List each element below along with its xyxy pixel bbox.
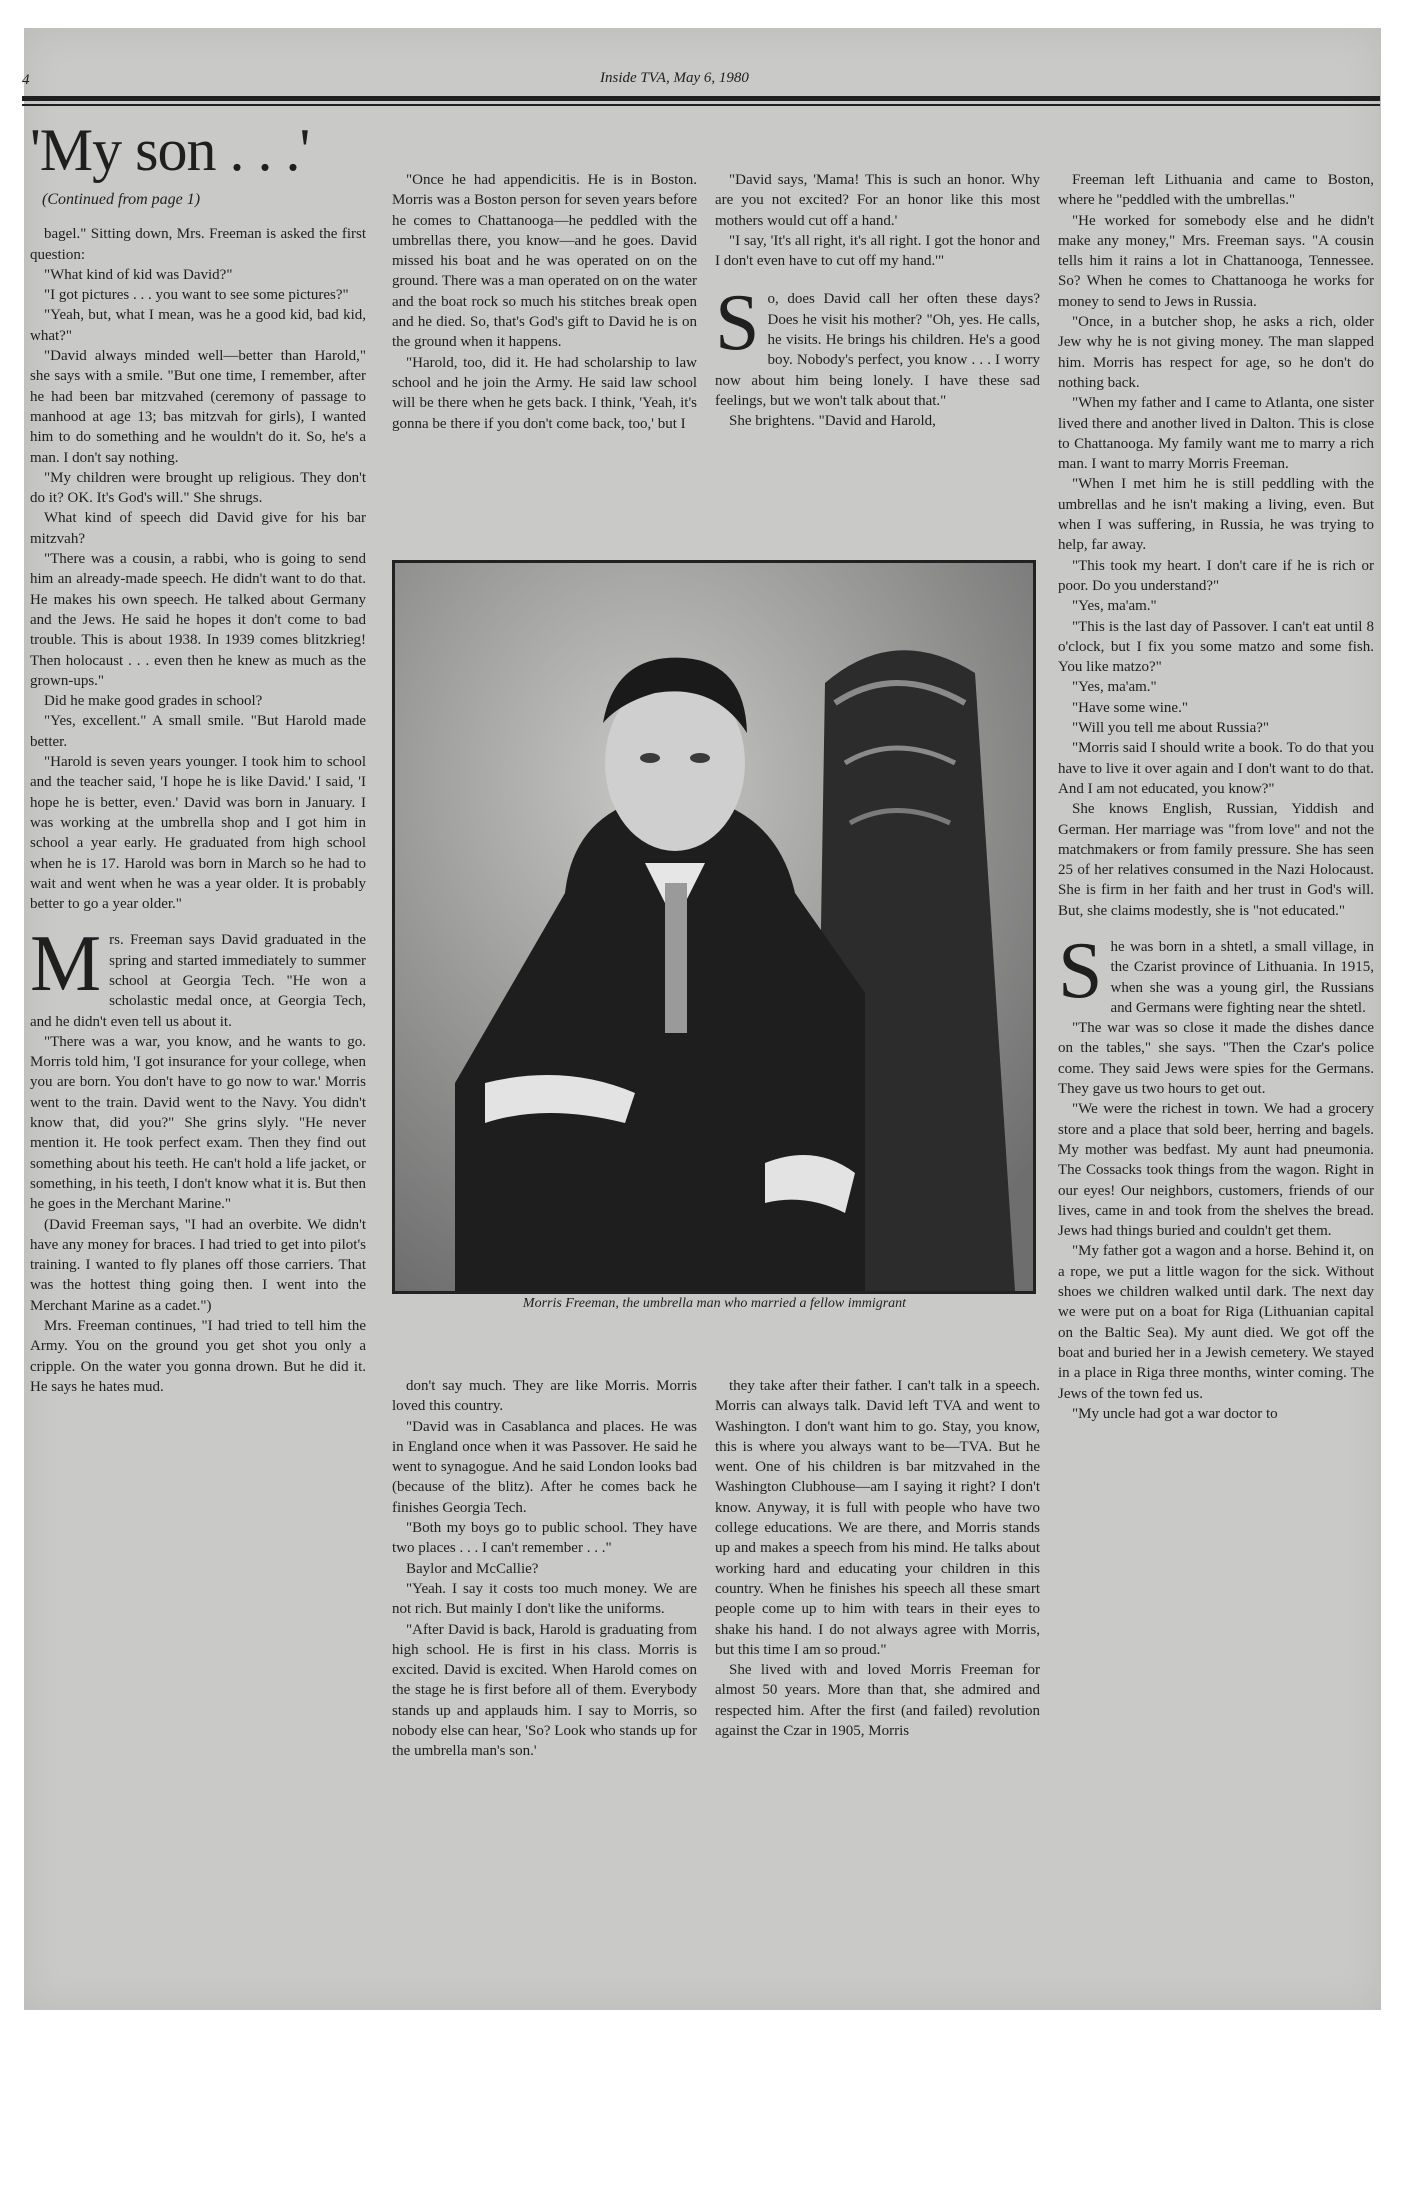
column-2-top [392, 170, 697, 434]
paragraph: (David Freeman says, "I had an overbite. We didn't have any money for braces. I had tried to get into pilot's training. I wanted to fly planes off those carriers. That was the hottest thing going then. I went into the Merchant Marine as a cadet.") [30, 1216, 366, 1314]
column-1-text [30, 224, 366, 914]
paragraph: "Once, in a butcher shop, he asks a rich, older Jew why he is not giving money. The man slapped him. Morris has respect for age, so he don't do nothing back. [1058, 314, 1374, 391]
paragraph: "There was a war, you know, and he wants to go. Morris told him, 'I got insurance for your college, when you are born. You don't have to go now to war.' Morris went to the train. David went to the Navy. You didn't know that, did you?" She grins slyly. "He never mention it. He took perfect exam. Then they find out something about his teeth. He can't hold a life jacket, or something, in his teeth, I don't know what it is. But then he goes in the Merchant Marine." [30, 1033, 367, 1213]
paragraph: Mrs. Freeman continues, "I had tried to tell him the Army. You on the ground you get shot you only a cripple. On the water you gonna drown. But he did it. He says he hates mud. [30, 1318, 366, 1395]
photo-caption: Morris Freeman, the umbrella man who married a fellow immigrant [522, 1296, 907, 1311]
column-4 [1058, 170, 1374, 1424]
paragraph: "Harold is seven years younger. I took him to school and the teacher said, 'I hope he is like David.' I said, 'I hope he is better, even.' David was born in January. I was working at the umbrella shop and I got him in school a year early. He graduated from high school when he is 17. Harold was born in March so he had to wait and went when he was a year older. It is probably better to go a year older." [30, 754, 366, 913]
paragraph: "We were the richest in town. We had a grocery store and a place that sold beer, herring and bagels. My mother was bedfast. My aunt had pneumonia. The Cossacks took things from the wagon. Right in our eyes! Our neighbors, customers, friends of our lives, came in and took from the shelves the bread. Jews had things buried and couldn't get them. [1058, 1101, 1374, 1240]
paragraph: "David says, 'Mama! This is such an honor. Why are you not excited? For an honor like this most mothers would cut off a hand.' [715, 172, 1040, 229]
paragraph: "David was in Casablanca and places. He was in England once when it was Passover. He said he went to synagogue. And he said London looks bad (because of the blitz). After he comes back he finishes Georgia Tech. [392, 1418, 697, 1516]
paragraph: "My children were brought up religious. They don't do it? OK. It's God's will." She shrugs. [30, 469, 366, 507]
paragraph: "Yes, ma'am." [1072, 679, 1157, 696]
paragraph: "Have some wine." [1072, 699, 1188, 716]
column-1 [30, 118, 366, 1397]
continued-note: (Continued from page 1) [42, 191, 201, 208]
header-rule [22, 96, 1380, 101]
header-rule-thin [22, 104, 1380, 106]
paragraph: "Yes, ma'am." [1072, 598, 1157, 615]
paragraph: She lived with and loved Morris Freeman for almost 50 years. More than that, she admired and respected him. After the first (and failed) revolution against the Czar in 1905, Morris [715, 1662, 1040, 1740]
drop-cap: S [715, 279, 760, 368]
paragraph: "Yeah. I say it costs too much money. We are not rich. But mainly I don't like the uniforms. [392, 1580, 697, 1618]
paragraph: they take after their father. I can't talk in a speech. Morris can always talk. David left TVA and went to Washington. I don't want him to go. Stay, you know, this is where you always want to be—TVA. But he went. One of his children is bar mitzvahed in the Washington Clubhouse—am I saying it right? I don't know. Anyway, it is full with people who have two college educations. We are there, and Morris stands up and makes a speech from his mind. He talks about working hard and educating your children in this country. When he finishes his speech all these smart people come up to him with tears in their eyes to shake his hand. I do not always agree with Morris, but this time I am so proud." [715, 1378, 1040, 1658]
dropcap-paragraph [1058, 926, 1374, 1018]
paragraph: "Once he had appendicitis. He is in Boston. Morris was a Boston person for seven years before he comes to Chattanooga—he peddled with the umbrellas there, you know—and he goes. David missed his boat and he was operated on on the ground. There was a man operated on on the water and the boat rock so much his stitches break open and he died. So, that's God's gift to David he is on the ground when it happens. [392, 172, 697, 351]
column-2-bottom [392, 1376, 697, 1762]
dropcap-paragraph [715, 279, 1040, 411]
paragraph: "I say, 'It's all right, it's all right. I got the honor and I don't even have to cut off my hand.'" [715, 232, 1040, 270]
paragraph: She knows English, Russian, Yiddish and German. Her marriage was "from love" and not the matchmakers or from family pressure. She has seen 25 of her relatives consumed in the Nazi Holocaust. She is firm in her faith and her trust in God's will. But, she claims modestly, she is "not educated." [1058, 801, 1374, 919]
paragraph: Baylor and McCallie? [406, 1560, 539, 1577]
portrait-illustration [395, 563, 1033, 1291]
paragraph: "What kind of kid was David?" [44, 266, 233, 283]
running-header: Inside TVA, May 6, 1980 [600, 70, 749, 86]
paragraph: "Will you tell me about Russia?" [1072, 720, 1270, 737]
column-4-text [1058, 170, 1374, 921]
paragraph: "My father got a wagon and a horse. Behind it, on a rope, we put a little wagon for the sick. Without shoes we children walked until dark. The next day we were put on a boat for Riga (Lithuanian capital on the Baltic Sea). My aunt died. We got off the boat and buried her in a Jewish cemetery. We stayed in a place in Riga three months, winter coming. The Jews of the town fed us. [1058, 1243, 1374, 1402]
paragraph: "My uncle had got a war doctor to [1072, 1405, 1278, 1422]
paragraph: "After David is back, Harold is graduating from high school. He is first in his class. Morris is excited. David is excited. When Harold comes on the stage he is first before all of them. Everybody stands up and applauds him. I say to Morris, so nobody else can hear, 'So? Look who stands up for the umbrella man's son.' [392, 1621, 697, 1760]
paragraph: he was born in a shtetl, a small village, in the Czarist province of Lithuania. In 1915, when she was a young girl, the Russians and Germans were fighting near the shtetl. [1110, 938, 1374, 1016]
paragraph: "Morris said I should write a book. To do that you have to live it over again and I don't want to do that. And I am not educated, you know?" [1058, 740, 1374, 797]
drop-cap: S [1058, 926, 1103, 1015]
paragraph: "Yes, excellent." A small smile. "But Harold made better. [30, 713, 366, 750]
dropcap-paragraph [30, 920, 366, 1031]
column-4-text-b [1058, 1018, 1374, 1424]
column-3-bottom-text [715, 1376, 1040, 1741]
paragraph: don't say much. They are like Morris. Morris loved this country. [392, 1378, 697, 1415]
drop-cap: M [30, 920, 102, 1009]
paragraph: "When I met him he is still peddling with the umbrellas and he isn't making a living, even. But when I was suffering, in Russia, he was trying to help, far away. [1058, 476, 1374, 554]
paragraph: "Yeah, but, what I mean, was he a good kid, bad kid, what?" [30, 307, 366, 344]
paragraph: "This is the last day of Passover. I can't eat until 8 o'clock, but I fix you some matzo and some fish. You like matzo?" [1058, 618, 1374, 676]
paragraph: rs. Freeman says David graduated in the spring and started immediately to summer school at Georgia Tech. "He won a scholastic medal once, at Georgia Tech, and he didn't even tell us about it. [30, 932, 366, 1030]
page-number: 4 [22, 72, 30, 88]
paragraph: "He worked for somebody else and he didn't make any money," Mrs. Freeman says. "A cousin tells him it rains a lot in Chattanooga, Tennessee. So? When he comes to Chattanooga he works for money to send to Jews in Russia. [1058, 212, 1374, 310]
paragraph: "David always minded well—better than Harold," she says with a smile. "But one time, I remember, after he had been bar mitzvahed (ceremony of passage to manhood at age 13; bas mitzvah for girls), I wanted him to do something and he wouldn't do it. So, he's a man. I don't say nothing. [30, 348, 366, 466]
column-3-top [715, 170, 1040, 432]
paragraph: "Both my boys go to public school. They have two places . . . I can't remember . . ." [392, 1520, 697, 1557]
paragraph: She brightens. "David and Harold, [729, 413, 936, 430]
paragraph: "There was a cousin, a rabbi, who is going to send him an already-made speech. He didn't want to do that. He makes his own speech. He talked about Germany and the Jews. He said he hopes it don't come to bad trouble. This is about 1938. In 1939 comes blitzkrieg! Then holocaust . . . even then he knew as much as the grown-ups." [30, 551, 366, 689]
paragraph: Did he make good grades in school? [44, 693, 263, 710]
headline: 'My son . . .' [30, 117, 310, 183]
portrait-photo [392, 560, 1036, 1294]
paragraph: o, does David call her often these days? Does he visit his mother? "Oh, yes. He calls, he visits. He brings his children. He's a good boy. Nobody's perfect, you know . . . I worry now about him being lonely. I have these sad feelings, but we won't talk about that." [715, 291, 1040, 409]
paragraph: Freeman left Lithuania and came to Boston, where he "peddled with the umbrellas." [1058, 172, 1374, 209]
paragraph: "When my father and I came to Atlanta, one sister lived there and another lived in Dalton. This is close to Chattanooga. My family want me to marry a rich man. I want to marry Morris Freeman. [1058, 395, 1374, 473]
column-2-top-text [392, 170, 697, 434]
column-3-bottom [715, 1376, 1040, 1741]
paragraph: bagel." Sitting down, Mrs. Freeman is asked the first question: [30, 226, 366, 263]
column-2-bottom-text [392, 1376, 697, 1762]
paragraph: "The war was so close it made the dishes dance on the tables," she says. "Then the Czar's police come. They said Jews were spies for the Germans. They gave us two hours to get out. [1058, 1020, 1374, 1098]
column-1-text-b [30, 1032, 366, 1397]
paragraph: "Harold, too, did it. He had scholarship to law school and he join the Army. He said law school will be there when he gets back. I think, 'Yeah, it's gonna be there if you don't come back, too,' but I [392, 354, 697, 432]
paragraph: What kind of speech did David give for his bar mitzvah? [30, 510, 366, 547]
paragraph: "I got pictures . . . you want to see some pictures?" [44, 287, 349, 304]
paragraph: "This took my heart. I don't care if he is rich or poor. Do you understand?" [1058, 557, 1374, 594]
